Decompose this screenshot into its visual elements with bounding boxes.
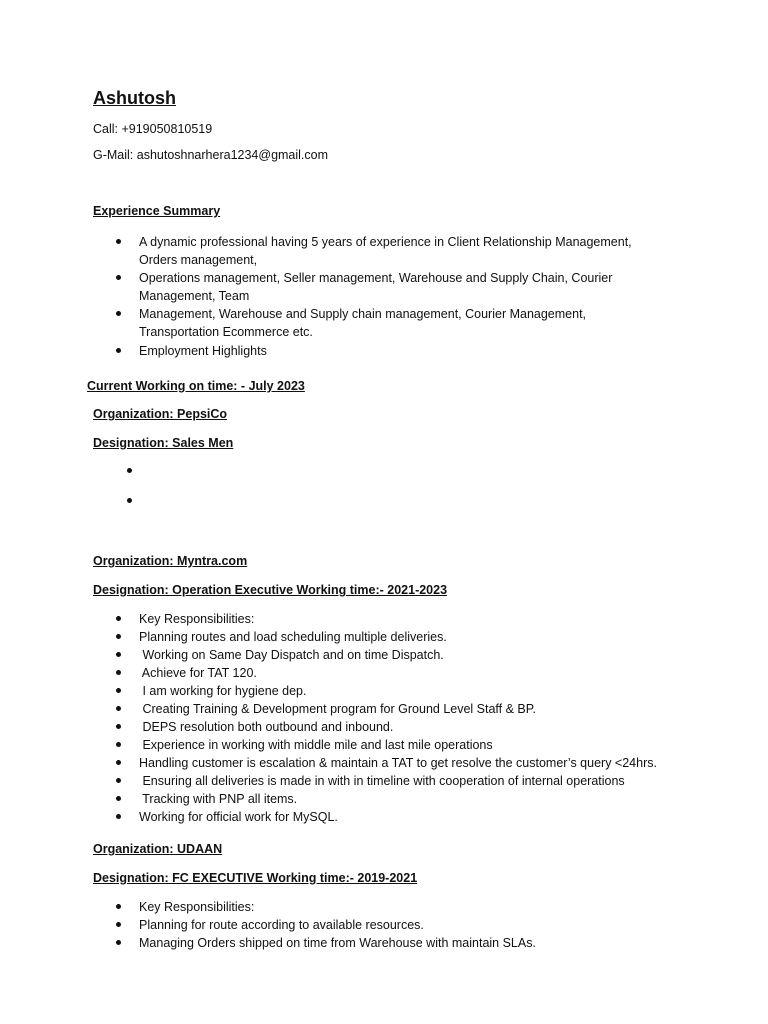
- current-working-heading: Current Working on time: - July 2023: [87, 379, 305, 393]
- list-item: Working for official work for MySQL.: [93, 808, 657, 826]
- candidate-name: Ashutosh: [93, 88, 176, 108]
- myntra-organization: Organization: Myntra.com: [93, 554, 248, 568]
- udaan-organization: Organization: UDAAN: [93, 842, 223, 856]
- phone-line: Call: +919050810519: [93, 122, 213, 136]
- email-line: G-Mail: ashutoshnarhera1234@gmail.com: [93, 148, 329, 162]
- list-item: I am working for hygiene dep.: [93, 682, 657, 700]
- list-item: Operations management, Seller management, Warehouse and Supply Chain, Courier Management, Team: [93, 269, 632, 305]
- list-item: Working on Same Day Dispatch and on time Dispatch.: [93, 646, 657, 664]
- udaan-designation: Designation: FC EXECUTIVE Working time:- 2019-2021: [93, 871, 418, 885]
- myntra-responsibilities-list: [93, 610, 657, 826]
- list-item: Key Responsibilities:: [93, 898, 536, 916]
- list-item: Achieve for TAT 120.: [93, 664, 657, 682]
- list-item: A dynamic professional having 5 years of experience in Client Relationship Management, Orders management,: [93, 233, 632, 269]
- list-item: DEPS resolution both outbound and inbound.: [93, 718, 657, 736]
- list-item: Handling customer is escalation & maintain a TAT to get resolve the customer’s query <24hrs.: [93, 754, 657, 772]
- empty-bullet: [127, 498, 132, 503]
- pepsico-designation: Designation: Sales Men: [93, 436, 234, 450]
- list-item: Planning for route according to available resources.: [93, 916, 536, 934]
- list-item: Management, Warehouse and Supply chain management, Courier Management, Transportation Ecommerce etc.: [93, 305, 632, 341]
- list-item: Creating Training & Development program for Ground Level Staff & BP.: [93, 700, 657, 718]
- myntra-designation: Designation: Operation Executive Working time:- 2021-2023: [93, 583, 448, 597]
- pepsico-organization: Organization: PepsiCo: [93, 407, 228, 421]
- list-item: Tracking with PNP all items.: [93, 790, 657, 808]
- list-item: Managing Orders shipped on time from Warehouse with maintain SLAs.: [93, 934, 536, 952]
- list-item: Employment Highlights: [93, 342, 632, 360]
- experience-summary-heading: Experience Summary: [93, 204, 221, 218]
- list-item: Ensuring all deliveries is made in with in timeline with cooperation of internal operations: [93, 772, 657, 790]
- experience-summary-list: [93, 233, 632, 360]
- list-item: Key Responsibilities:: [93, 610, 657, 628]
- list-item: Planning routes and load scheduling multiple deliveries.: [93, 628, 657, 646]
- empty-bullet: [127, 468, 132, 473]
- udaan-responsibilities-list: [93, 898, 536, 952]
- list-item: Experience in working with middle mile and last mile operations: [93, 736, 657, 754]
